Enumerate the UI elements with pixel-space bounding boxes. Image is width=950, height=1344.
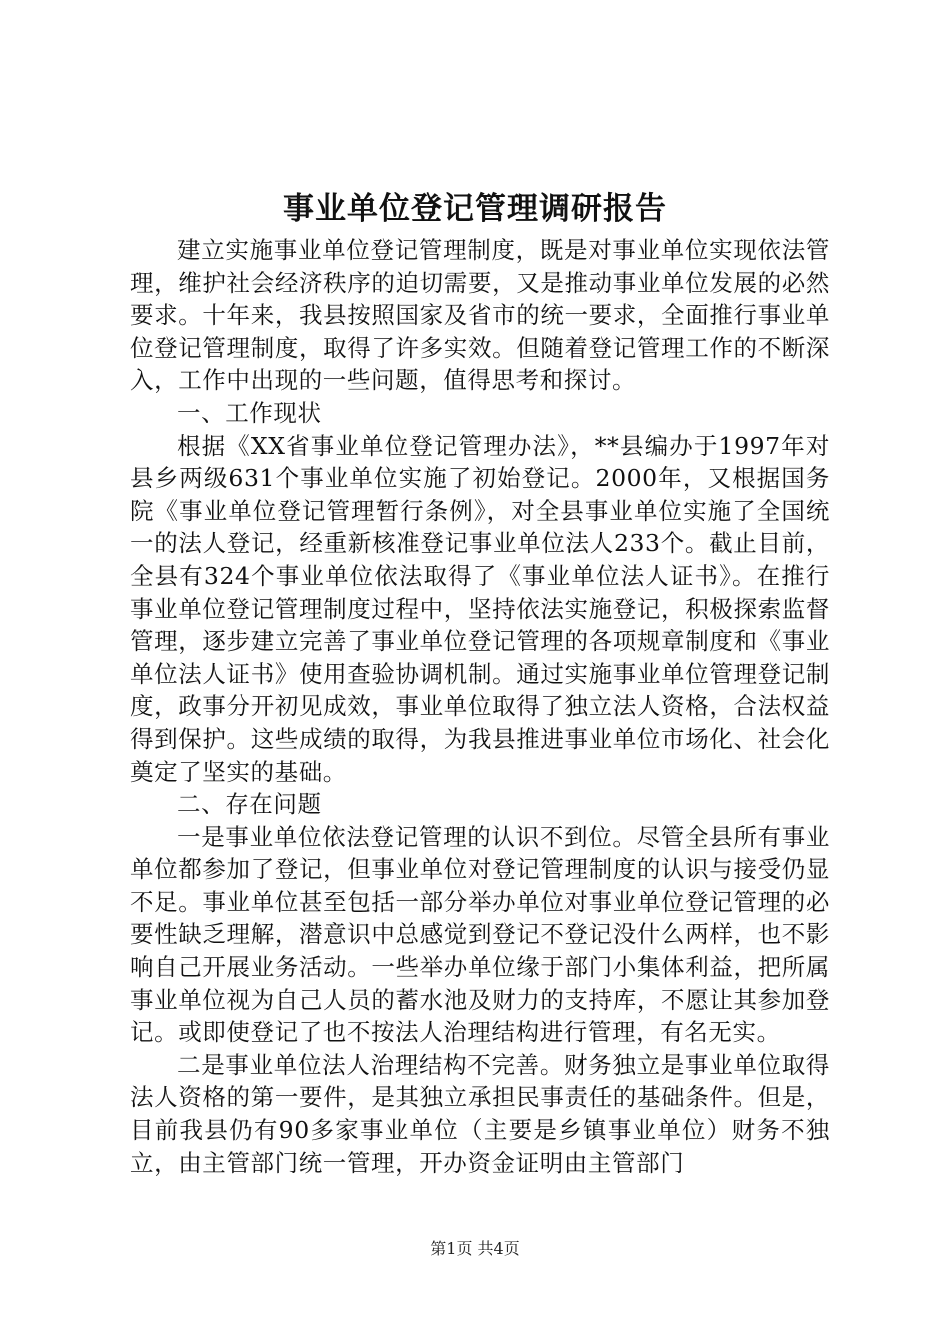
status-paragraph: 根据《XX省事业单位登记管理办法》，**县编办于1997年对县乡两级631个事业单位实施了初始登记。2000年，又根据国务院《事业单位登记管理暂行条例》，对全县事业单位实施了全国统一的法人登记，经重新核准登记事业单位法人233个。截止目前，全县有324个事业单位依法取得了《事业单位法人证书》。在推行事业单位登记管理制度过程中，坚持依法实施登记，积极探索监督管理，逐步建立完善了事业单位登记管理的各项规章制度和《事业单位法人证书》使用查验协调机制。通过实施事业单位管理登记制度，政事分开初见成效，事业单位取得了独立法人资格，合法权益得到保护。这些成绩的取得，为我县推进事业单位市场化、社会化奠定了坚实的基础。 — [130, 431, 830, 786]
section-heading-problems: 二、存在问题 — [177, 790, 322, 819]
document-title: 事业单位登记管理调研报告 — [283, 191, 667, 227]
page-number-footer: 第1页 共4页 — [430, 1239, 520, 1258]
section-heading-status: 一、工作现状 — [177, 398, 322, 427]
problem-paragraph-1: 一是事业单位依法登记管理的认识不到位。尽管全县所有事业单位都参加了登记，但事业单位对登记管理制度的认识与接受仍显不足。事业单位甚至包括一部分举办单位对事业单位登记管理的必要性缺乏理解，潜意识中总感觉到登记不登记没什么两样，也不影响自己开展业务活动。一些举办单位缘于部门小集体利益，把所属事业单位视为自己人员的蓄水池及财力的支持库，不愿让其参加登记。或即使登记了也不按法人治理结构进行管理，有名无实。 — [130, 822, 830, 1047]
document-body — [130, 234, 830, 1179]
problem-paragraph-2: 二是事业单位法人治理结构不完善。财务独立是事业单位取得法人资格的第一要件，是其独立承担民事责任的基础条件。但是，目前我县仍有90多家事业单位（主要是乡镇事业单位）财务不独立，由主管部门统一管理，开办资金证明由主管部门 — [130, 1050, 830, 1177]
intro-paragraph: 建立实施事业单位登记管理制度，既是对事业单位实现依法管理，维护社会经济秩序的迫切需要，又是推动事业单位发展的必然要求。十年来，我县按照国家及省市的统一要求，全面推行事业单位登记管理制度，取得了许多实效。但随着登记管理工作的不断深入，工作中出现的一些问题，值得思考和探讨。 — [130, 236, 830, 395]
